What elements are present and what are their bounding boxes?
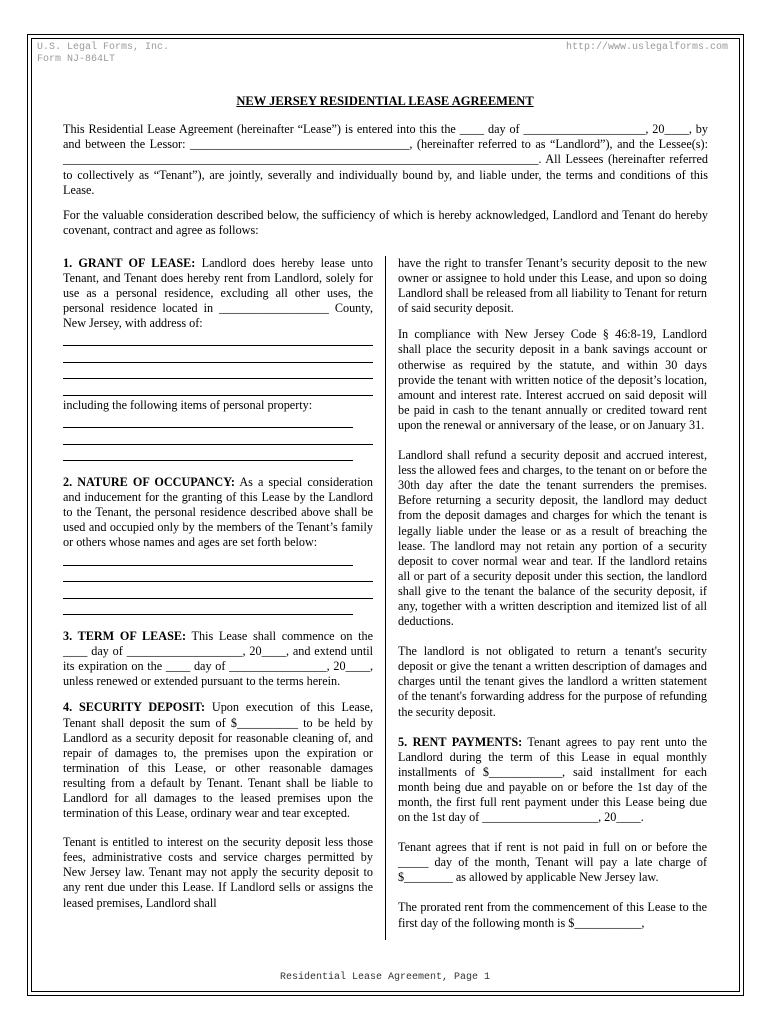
page-footer: Residential Lease Agreement, Page 1 — [279, 972, 491, 983]
document-title: NEW JERSEY RESIDENTIAL LEASE AGREEMENT — [236, 94, 534, 108]
intro-paragraph-2: For the valuable consideration described below, the sufficiency of which is hereby acknowledged, Landlord and Tenant do hereby covenant, contract and agree as follows: — [63, 208, 708, 238]
section-security-deposit — [63, 700, 373, 821]
property-line — [63, 446, 353, 461]
section-1-body: Landlord does hereby lease unto Tenant, and Tenant does hereby rent from Landlord, solely for use as a personal residence, excluding all other uses, the personal residence located in __________________ County, New Jersey, with address of: — [63, 256, 373, 331]
property-line — [63, 430, 373, 445]
right-column — [398, 256, 707, 942]
section-grant-of-lease — [63, 256, 373, 331]
occupant-line — [63, 567, 373, 582]
section-4-heading: 4. SECURITY DEPOSIT: — [63, 700, 206, 715]
occupant-line — [63, 551, 353, 566]
section-3-body: This Lease shall commence on the ____ day of ___________________, 20____, and extend until its expiration on the ____ day of ________________, 20____, unless renewed or extended pursuant to the terms herein. — [63, 629, 373, 689]
form-number: Form NJ-864LT — [37, 54, 116, 65]
address-line — [63, 364, 373, 379]
publisher-url[interactable]: http://www.uslegalforms.com — [565, 42, 728, 53]
occupant-line — [63, 600, 353, 615]
property-blank-lines — [63, 413, 373, 461]
section-2-heading: 2. NATURE OF OCCUPANCY: — [63, 475, 235, 490]
address-line — [63, 331, 373, 346]
column-divider — [385, 256, 386, 940]
nj-code-compliance-paragraph: In compliance with New Jersey Code § 46:8-19, Landlord shall place the security deposit in a bank savings account or otherwise as required by the statute, and within 30 days provide the tenant with written notice of the deposit’s location, amount and interest rate. Interest accrued on said deposit will be paid in cash to the tenant annually or credited toward rent upon the renewal or anniversary of the lease, or on January 31. — [398, 327, 707, 432]
section-nature-of-occupancy — [63, 475, 373, 550]
personal-property-label: including the following items of personal property: — [63, 397, 313, 412]
address-line — [63, 348, 373, 363]
property-line — [63, 413, 353, 428]
prorated-rent-paragraph: The prorated rent from the commencement of this Lease to the first day of the following month is $___________, — [398, 900, 707, 930]
late-charge-paragraph: Tenant agrees that if rent is not paid in full on or before the _____ day of the month, Tenant will pay a late charge of $________ as allowed by applicable New Jersey law. — [398, 840, 707, 885]
section-2-body: As a special consideration and inducement for the granting of this Lease by the Landlord to the Tenant, the personal residence described above shall be used and occupied only by the members of the Tenant’s family or others whose names and ages are set forth below: — [63, 475, 373, 550]
section-1-heading: 1. GRANT OF LEASE: — [63, 256, 196, 270]
security-deposit-interest-paragraph: Tenant is entitled to interest on the security deposit less those fees, administrative costs and service charges permitted by New Jersey law. Tenant may not apply the security deposit to any rent due under this Lease. If Landlord sells or assigns the leased premises, Landlord shall — [63, 835, 373, 910]
intro-section — [63, 122, 708, 248]
forwarding-address-paragraph: The landlord is not obligated to return a tenant's security deposit or give the tenant a written description of damages and charges until the tenant gives the landlord a written statement of the tenant's forwarding address for the purpose of refunding the security deposit. — [398, 644, 707, 719]
deposit-refund-paragraph: Landlord shall refund a security deposit and accrued interest, less the allowed fees and charges, to the tenant on or before the 30th day after the date the tenant surrenders the premises. Before returning a security deposit, the landlord may deduct from the deposit damages and charges for which the tenant is legally liable under the lease or as a result of breaching the lease. The landlord may not retain any portion of a security deposit to cover normal wear and tear. If the landlord retains all or part of a security deposit under this section, the landlord shall give to the tenant the balance of the security deposit, if any, together with a written description and itemized list of all deductions. — [398, 448, 707, 629]
publisher-header — [37, 42, 169, 66]
intro-paragraph-1: This Residential Lease Agreement (hereinafter “Lease”) is entered into this the ____ day of ____________________, 20____, by and between the Lessor: ____________________________________, (hereinafter referred to as “Landlord”), and the Lessee(s): ______________________________________________________________________________. All Lessees (hereinafter referred to collectively as “Tenant”), are jointly, severally and individually bound by, and liable under, the terms and conditions of this Lease. — [63, 122, 708, 197]
section-5-body: Tenant agrees to pay rent unto the Landlord during the term of this Lease in equal monthly installments of $____________, said installment for each month being due and payable on or before the 1st day of the month, the first full rent payment under this Lease being due on the 1st day of ___________________, 20____. — [398, 734, 707, 825]
section-4-body: Upon execution of this Lease, Tenant shall deposit the sum of $__________ to be held by Landlord as a security deposit for reasonable cleaning of, and repair of damages to, the premises upon the expiration or termination of this Lease, or other reasonable damages resulting from a default by Tenant. Tenant shall be liable to Landlord for all damages to the leased premises upon the termination of this Lease, ordinary wear and tear excepted. — [63, 700, 373, 821]
section-term-of-lease — [63, 629, 373, 689]
section-5-heading: 5. RENT PAYMENTS: — [398, 734, 523, 749]
occupant-line — [63, 584, 373, 599]
left-column — [63, 256, 373, 922]
address-blank-lines — [63, 331, 373, 396]
occupant-blank-lines — [63, 551, 373, 616]
section-rent-payments — [398, 735, 707, 826]
address-line — [63, 381, 373, 396]
publisher-name: U.S. Legal Forms, Inc. — [37, 42, 170, 53]
deposit-transfer-paragraph: have the right to transfer Tenant’s security deposit to the new owner or assignee to hold under this Lease, and upon so doing Landlord shall be released from all liability to Tenant for return of said security deposit. — [398, 256, 707, 316]
section-3-heading: 3. TERM OF LEASE: — [63, 629, 187, 644]
